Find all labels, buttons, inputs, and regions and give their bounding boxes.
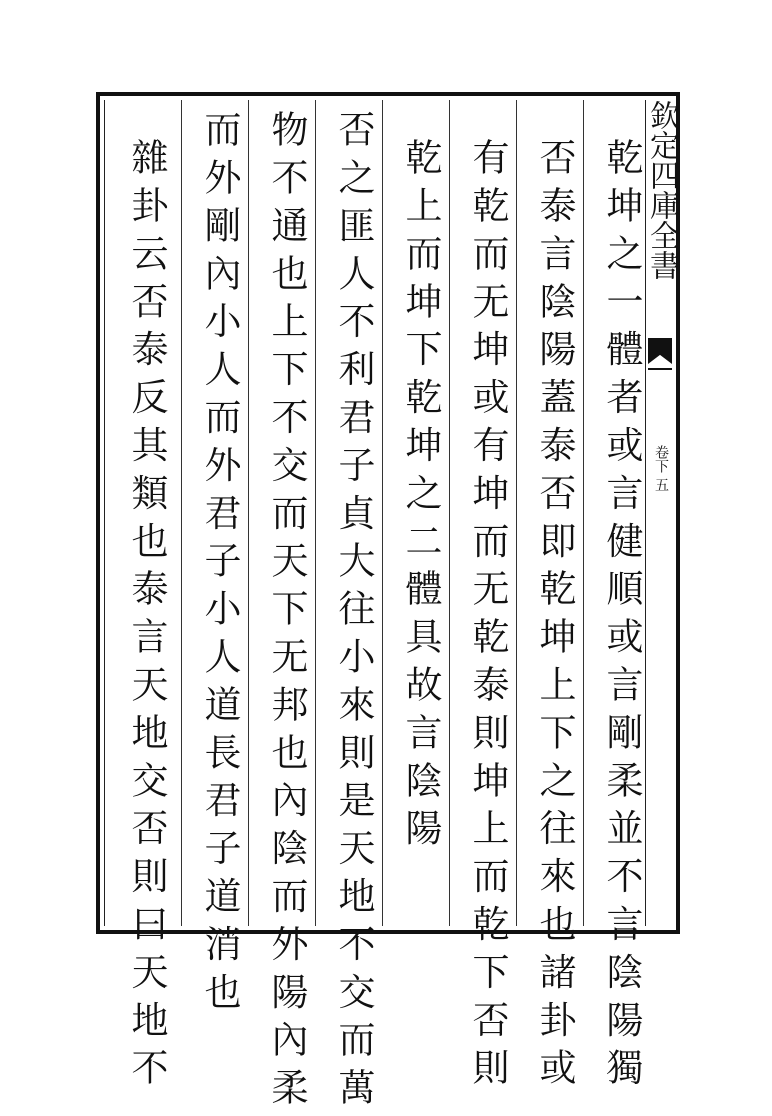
- column-rule: [248, 100, 249, 926]
- text-column-8: 雜卦云否泰反其類也泰言天地交否則曰天地不: [125, 138, 168, 1096]
- volume-page-label: 卷下 五: [653, 445, 669, 492]
- text-column-7: 而外剛內小人而外君子小人道長君子道消也: [198, 110, 241, 1021]
- text-column-6: 物不通也上下不交而天下无邦也內陰而外陽內柔: [265, 110, 308, 1116]
- column-rule: [516, 100, 517, 926]
- center-margin: [644, 100, 679, 926]
- column-rule: [315, 100, 316, 926]
- column-rule: [449, 100, 450, 926]
- text-column-2: 否泰言陰陽蓋泰否即乾坤上下之往來也諸卦或: [533, 138, 576, 1096]
- column-rule: [181, 100, 182, 926]
- fishtail-rule: [648, 368, 672, 370]
- text-column-3: 有乾而无坤或有坤而无乾泰則坤上而乾下否則: [466, 138, 509, 1096]
- text-column-4: 乾上而坤下乾坤之二體具故言陰陽: [399, 138, 442, 857]
- fishtail-mark: [648, 338, 672, 364]
- text-column-1: 乾坤之一體者或言健順或言剛柔並不言陰陽獨: [600, 138, 643, 1096]
- column-rule: [382, 100, 383, 926]
- column-rule: [583, 100, 584, 926]
- book-title: 欽定四庫全書: [644, 100, 679, 280]
- text-column-5: 否之匪人不利君子貞大往小來則是天地不交而萬: [332, 110, 375, 1116]
